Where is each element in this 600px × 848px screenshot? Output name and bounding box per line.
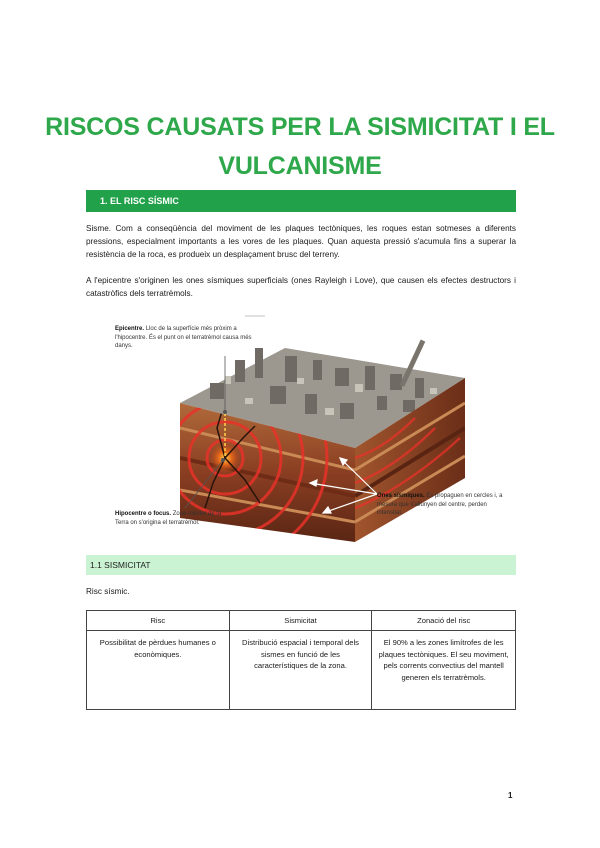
hipocentre-term: Hipocentre o focus. xyxy=(115,511,172,517)
ones-term: Ones sísmiques. xyxy=(377,493,425,499)
risc-sismic-label: Risc sísmic. xyxy=(86,587,130,596)
subsection-heading-sismicitat: 1.1 SISMICITAT xyxy=(86,555,516,575)
table-header-zonacio: Zonació del risc xyxy=(372,611,516,631)
epicentre-text: Lloc de la superfície més pròxim a l'hipocentre. És el punt on el terratrèmol causa més danys. xyxy=(115,326,252,349)
page-title-line-1: RISCOS CAUSATS PER LA SISMICITAT I EL xyxy=(45,113,555,141)
annotation-epicentre xyxy=(115,325,253,351)
page-number: 1 xyxy=(508,791,513,800)
table-cell-zonacio: El 90% a les zones limítrofes de les plaques tectòniques. El seu moviment, pels corrents convectius del mantell generen els terratrèmols. xyxy=(372,631,516,710)
risc-table xyxy=(86,610,516,710)
table-cell-sismicitat: Distribució espacial i temporal dels sismes en funció de les característiques de la zona. xyxy=(229,631,372,710)
page-title xyxy=(40,108,560,186)
table-cell-risc: Possibilitat de pèrdues humanes o econòmiques. xyxy=(87,631,230,710)
paragraph-epicentre: A l'epicentre s'originen les ones sísmiques superficials (ones Rayleigh i Love), que causen els efectes destructors i catastròfics dels terratrèmols. xyxy=(86,276,516,299)
epicentre-term: Epicentre. xyxy=(115,326,145,332)
page-title-line-2: VULCANISME xyxy=(218,152,382,180)
annotation-hipocentre xyxy=(115,510,230,527)
table-header-sismicitat: Sismicitat xyxy=(229,611,372,631)
table-header-risc: Risc xyxy=(87,611,230,631)
table-row xyxy=(87,631,516,710)
section-heading-risc-sismic: 1. EL RISC SÍSMIC xyxy=(86,190,516,212)
table-header-row xyxy=(87,611,516,631)
earthquake-diagram xyxy=(85,308,510,542)
hipocentre-text: Zona interior de la Terra on s'origina el terratrèmol. xyxy=(115,511,222,526)
ones-text: Es propaguen en cercles i, a mesura que s'allunyen del centre, perden intensitat. xyxy=(377,493,503,516)
paragraph-sisme: Sisme. Com a conseqüència del moviment de les plaques tectòniques, les roques estan sotmeses a diferents pressions, especialment importants a les vores de les plaques. Quan aquesta pressió s'acumula fins a superar la resistència de la roca, es produeix un desplaçament brusc del terreny. xyxy=(86,224,516,260)
annotation-ones-sismiques xyxy=(377,492,507,518)
